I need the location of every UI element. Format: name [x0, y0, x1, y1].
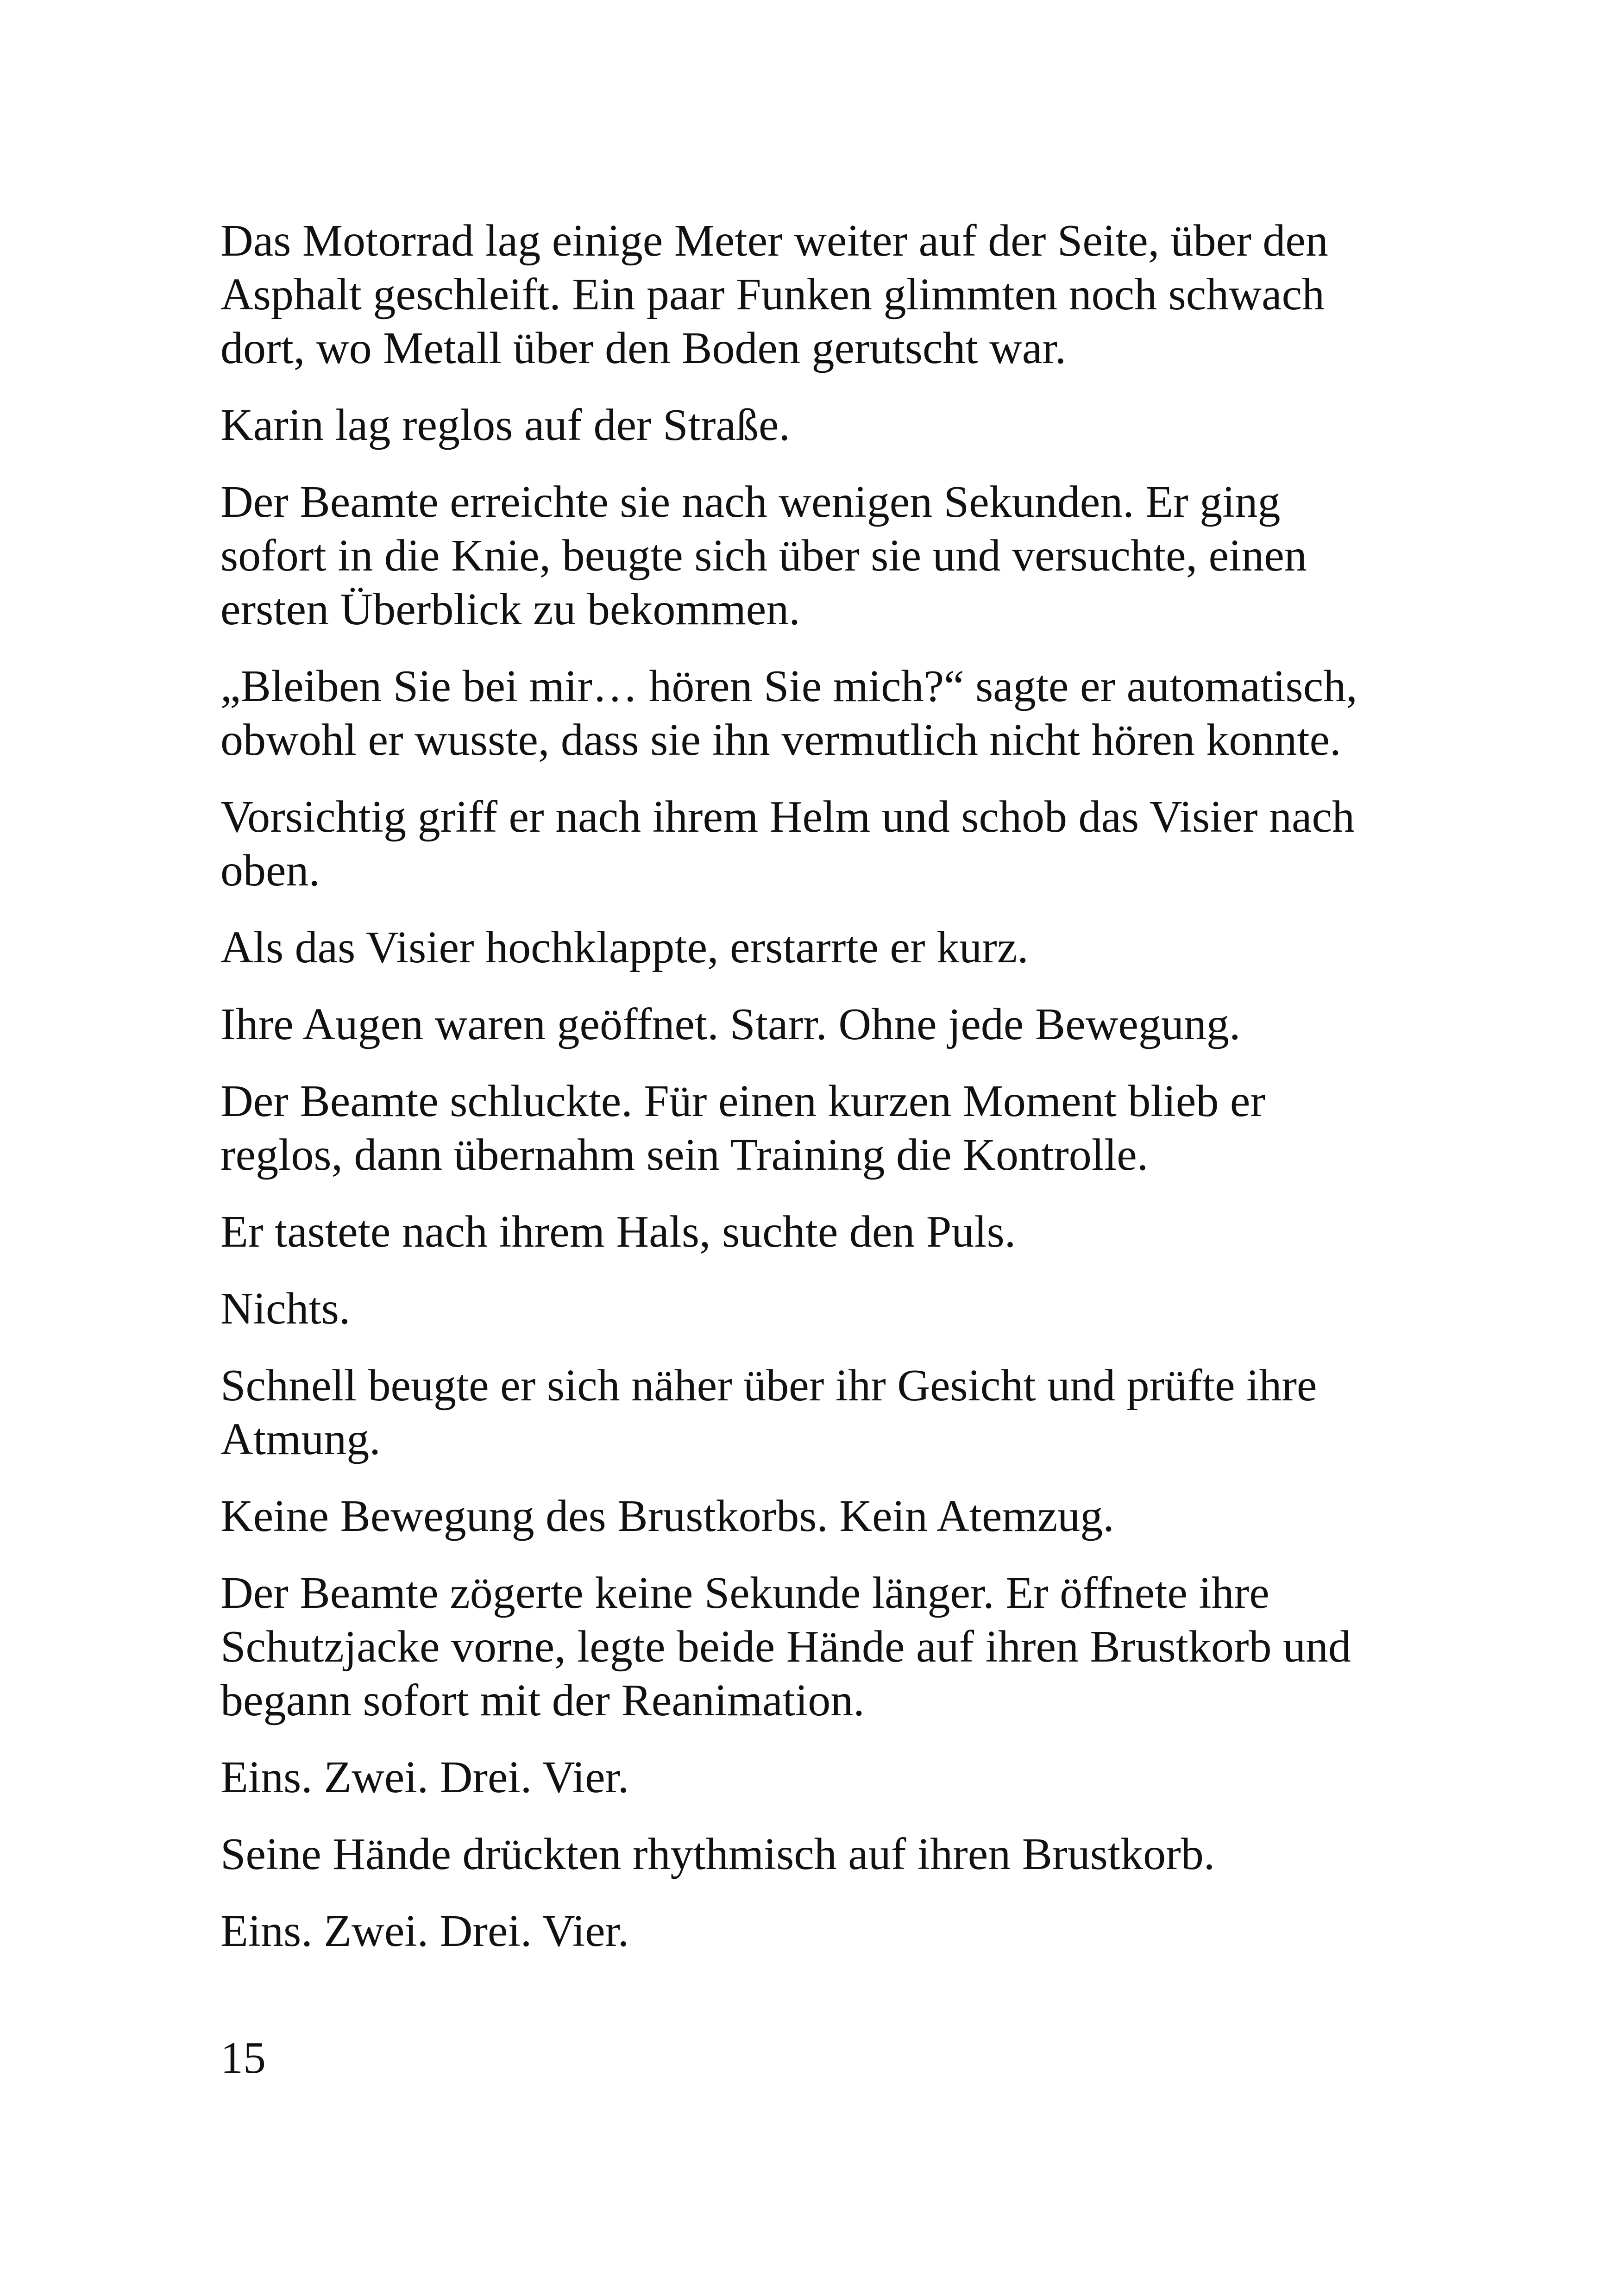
paragraph-7: Ihre Augen waren geöffnet. Starr. Ohne jede Bewegung. [220, 999, 1241, 1049]
paragraph-13: Der Beamte zögerte keine Sekunde länger. Er öffnete ihre Schutzjacke vorne, legte beide Hände auf ihren Brustkorb und begann sofort mit der Reanimation. [220, 1568, 1351, 1725]
paragraph-11: Schnell beugte er sich näher über ihr Gesicht und prüfte ihre Atmung. [220, 1361, 1317, 1464]
paragraph-14: Eins. Zwei. Drei. Vier. [220, 1752, 629, 1802]
paragraph-1: Das Motorrad lag einige Meter weiter auf der Seite, über den Asphalt geschleift. Ein paar Funken glimmten noch schwach dort, wo Metall über den Boden gerutscht war. [220, 216, 1328, 373]
paragraph-2: Karin lag reglos auf der Straße. [220, 400, 790, 450]
paragraph-10: Nichts. [220, 1284, 351, 1334]
paragraph-9: Er tastete nach ihrem Hals, suchte den Puls. [220, 1207, 1016, 1257]
paragraph-15: Seine Hände drückten rhythmisch auf ihren Brustkorb. [220, 1829, 1215, 1879]
paragraph-5: Vorsichtig griff er nach ihrem Helm und schob das Visier nach oben. [220, 792, 1355, 896]
paragraph-16: Eins. Zwei. Drei. Vier. [220, 1906, 629, 1956]
paragraph-6: Als das Visier hochklappte, erstarrte er kurz. [220, 922, 1029, 972]
paragraph-3: Der Beamte erreichte sie nach wenigen Sekunden. Er ging sofort in die Knie, beugte sich über sie und versuchte, einen ersten Überblick zu bekommen. [220, 477, 1307, 634]
paragraph-12: Keine Bewegung des Brustkorbs. Kein Atemzug. [220, 1491, 1114, 1541]
page-number: 15 [220, 2033, 266, 2083]
body-text [220, 214, 1406, 1981]
paragraph-8: Der Beamte schluckte. Für einen kurzen Moment blieb er reglos, dann übernahm sein Training die Kontrolle. [220, 1076, 1265, 1180]
paragraph-4: „Bleiben Sie bei mir… hören Sie mich?“ sagte er automatisch, obwohl er wusste, dass sie ihn vermutlich nicht hören konnte. [220, 661, 1357, 765]
